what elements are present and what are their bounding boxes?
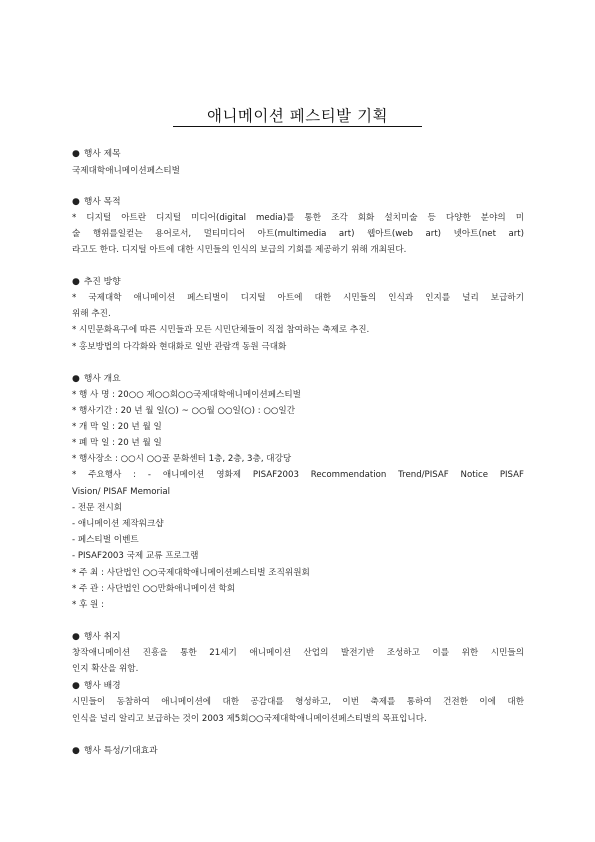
text-line: - 페스티벌 이벤트	[72, 535, 139, 545]
text-line: Vision/ PISAF Memorial	[72, 487, 171, 497]
section-heading-effects	[72, 745, 158, 757]
bullet-icon: ●	[72, 632, 80, 642]
section-heading-purpose	[72, 196, 121, 208]
text-line: * 디지털 아트란 디지털 미디어(digital media)를 통한 조각 회화 설치미술 등 다양한 분야의 미	[72, 213, 524, 223]
text-line: * 홍보방법의 다각화와 현대화로 일반 관람객 동원 극대화	[72, 342, 287, 352]
text-line: - PISAF2003 국제 교류 프로그램	[72, 551, 199, 561]
bullet-icon: ●	[72, 197, 80, 207]
text-line: 라고도 한다. 디지털 아트에 대한 시민들의 인식의 보급의 기회를 제공하기 위해 개최된다.	[72, 245, 407, 255]
text-line: 창작애니메이션 진흥을 통한 21세기 애니메이션 산업의 발전기반 조성하고 이를 위한 시민들의	[72, 648, 524, 658]
section-heading-overview	[72, 373, 121, 385]
section-heading-direction	[72, 276, 121, 288]
bullet-icon: ●	[72, 681, 80, 691]
section-heading-event-name	[72, 148, 121, 160]
text-line: * 국제대학 애니메이션 페스티벌이 디지털 아트에 대한 시민들의 인식과 인지를 널리 보급하기	[72, 293, 524, 303]
section-heading-text: 행사 제목	[83, 149, 121, 159]
text-line: * 행사기간 : 20 년 월 일(○) ~ ○○월 ○○일(○) : ○○일간	[72, 406, 295, 416]
document-title: 애니메이션 페스티발 기획	[206, 107, 389, 125]
bullet-icon: ●	[72, 374, 80, 384]
text-line: * 주 최 : 사단법인 ○○국제대학애니메이션페스티벌 조직위원회	[72, 568, 310, 578]
text-line: * 주 관 : 사단법인 ○○만화애니메이션 학회	[72, 584, 236, 594]
text-line: 술 행위를일컫는 용어로서, 멀티미디어 아트(multimedia art) 웹아트(web art) 넷아트(net art)	[72, 229, 524, 239]
text-line: * 폐 막 일 : 20 년 월 일	[72, 438, 162, 448]
section-heading-text: 추진 방향	[83, 277, 121, 287]
section-heading-text: 행사 개요	[83, 374, 121, 384]
title-underline	[173, 126, 422, 127]
text-line: * 행사장소 : ○○시 ○○골 문화센터 1층, 2층, 3층, 대강당	[72, 454, 292, 464]
text-line: * 후 원 :	[72, 600, 104, 610]
section-heading-text: 행사 특성/기대효과	[83, 746, 158, 756]
section-heading-intent	[72, 631, 121, 643]
text-line: * 행 사 명 : 20○○ 제○○회○○국제대학애니메이션페스티벌	[72, 390, 301, 400]
text-line: 국제대학애니메이션페스티벌	[72, 166, 180, 176]
section-heading-background	[72, 680, 121, 692]
text-line: 위해 추진.	[72, 309, 111, 319]
text-line: * 개 막 일 : 20 년 월 일	[72, 422, 162, 432]
text-line: 시민들이 동참하여 애니메이션에 대한 공감대를 형성하고, 이번 축제를 통하여 건전한 이에 대한	[72, 697, 524, 707]
bullet-icon: ●	[72, 746, 80, 756]
text-line: * 시민문화욕구에 따른 시민들과 모든 시민단체들이 직접 참여하는 축제로 추진.	[72, 325, 370, 335]
section-heading-text: 행사 취지	[83, 632, 121, 642]
section-heading-text: 행사 목적	[83, 197, 121, 207]
text-line: - 전문 전시회	[72, 503, 123, 513]
text-line: * 주요행사 : - 애니메이션 영화제 PISAF2003 Recommendation Trend/PISAF Notice PISAF	[72, 470, 524, 480]
text-line: - 애니메이션 제작워크샵	[72, 519, 164, 529]
text-line: 인식을 널리 알리고 보급하는 것이 2003 제5회○○국제대학애니메이션페스티벌의 목표입니다.	[72, 714, 427, 724]
bullet-icon: ●	[72, 149, 80, 159]
section-heading-text: 행사 배경	[83, 681, 121, 691]
text-line: 인지 확산을 위함.	[72, 664, 139, 674]
bullet-icon: ●	[72, 277, 80, 287]
